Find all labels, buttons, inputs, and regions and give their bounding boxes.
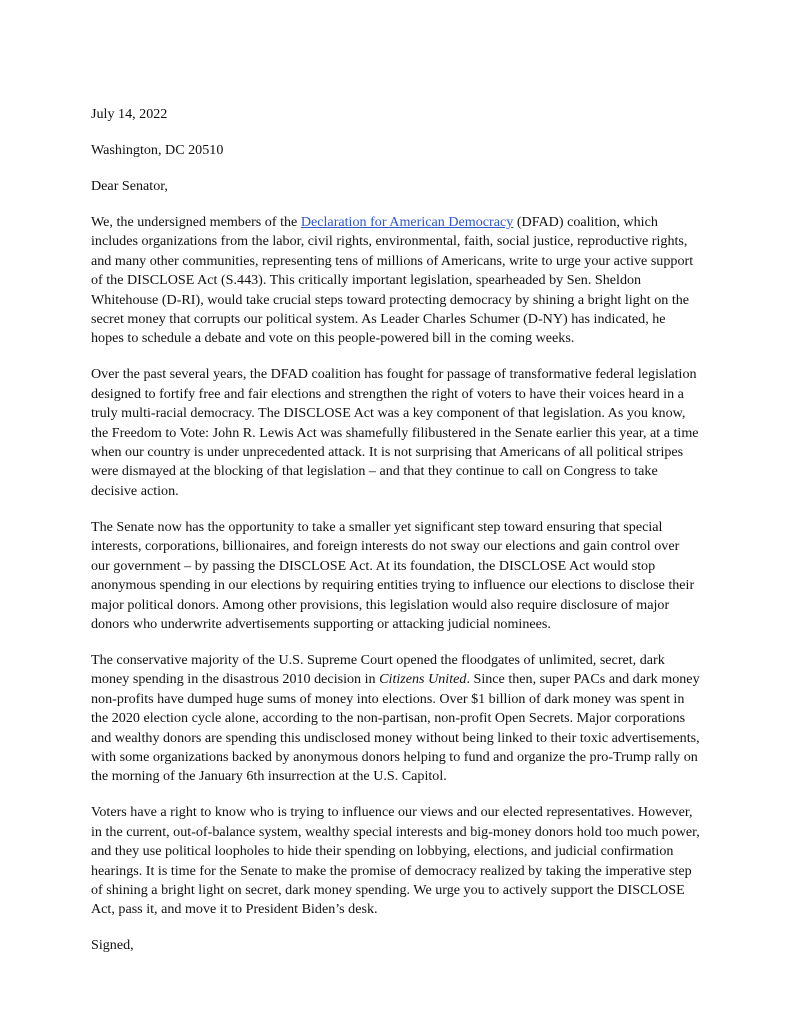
letter-body <box>91 105 701 972</box>
paragraph-1 <box>91 213 701 349</box>
dfad-link[interactable]: Declaration for American Democracy <box>300 214 514 230</box>
paragraph-4 <box>91 651 701 787</box>
paragraph-1-intro: We, the undersigned members of the <box>91 214 301 230</box>
paragraph-1-rest: (DFAD) coalition, which includes organizations from the labor, civil rights, environmental, faith, social justice, reproductive rights, and many other communities, representing tens of millions of Americans, write to urge your active support of the DISCLOSE Act (S.443). This critically important legislation, spearheaded by Sen. Sheldon Whitehouse (D-RI), would take crucial steps toward protecting democracy by shining a bright light on the secret money that corrupts our political system. As Leader Charles Schumer (D-NY) has indicated, he hopes to schedule a debate and vote on this people-powered bill in the coming weeks. <box>91 214 694 347</box>
paragraph-2: Over the past several years, the DFAD coalition has fought for passage of transformative federal legislation designed to fortify free and fair elections and strengthen the right of voters to have their voices heard in a truly multi-racial democracy. The DISCLOSE Act was a key component of that legislation. As you know, the Freedom to Vote: John R. Lewis Act was shamefully filibustered in the Senate earlier this year, at a time when our country is under unprecedented attack. It is not surprising that Americans of all political stripes were dismayed at the blocking of that legislation – and that they continue to call on Congress to take decisive action. <box>91 366 699 499</box>
citizens-united-case: Citizens United <box>379 671 467 688</box>
paragraph-4-intro: The conservative majority of the U.S. Supreme Court opened the floodgates of unlimited, secret, dark money spending in the disastrous 2010 decision in <box>91 651 665 688</box>
letter-date: July 14, 2022 <box>91 106 168 122</box>
paragraph-4-rest: . Since then, super PACs and dark money non-profits have dumped huge sums of money into elections. Over $1 billion of dark money was spent in the 2020 election cycle alone, according to the non-partisan, non-profit Open Secrets. Major corporations and wealthy donors are spending this undisclosed money without being linked to their toxic advertisements, with some organizations backed by anonymous donors helping to fund and organize the pro-Trump rally on the morning of the January 6th insurrection at the U.S. Capitol. <box>91 671 700 785</box>
letter-location: Washington, DC 20510 <box>91 142 224 158</box>
letter-closing: Signed, <box>91 937 134 954</box>
paragraph-5: Voters have a right to know who is trying to influence our views and our elected representatives. However, in the current, out-of-balance system, wealthy special interests and big-money donors hold too much power, and they use political loopholes to hide their spending on lobbying, elections, and judicial confirmation hearings. It is time for the Senate to make the promise of democracy realized by taking the imperative step of shining a bright light on secret, dark money spending. We urge you to actively support the DISCLOSE Act, pass it, and move it to President Biden’s desk. <box>91 804 700 918</box>
paragraph-3: The Senate now has the opportunity to take a smaller yet significant step toward ensuring that special interests, corporations, billionaires, and foreign interests do not sway our elections and gain control over our government – by passing the DISCLOSE Act. At its foundation, the DISCLOSE Act would stop anonymous spending in our elections by requiring entities trying to influence our elections to disclose their major political donors. Among other provisions, this legislation would also require disclosure of major donors who underwrite advertisements supporting or attacking judicial nominees. <box>91 518 695 632</box>
letter-salutation: Dear Senator, <box>91 178 168 194</box>
